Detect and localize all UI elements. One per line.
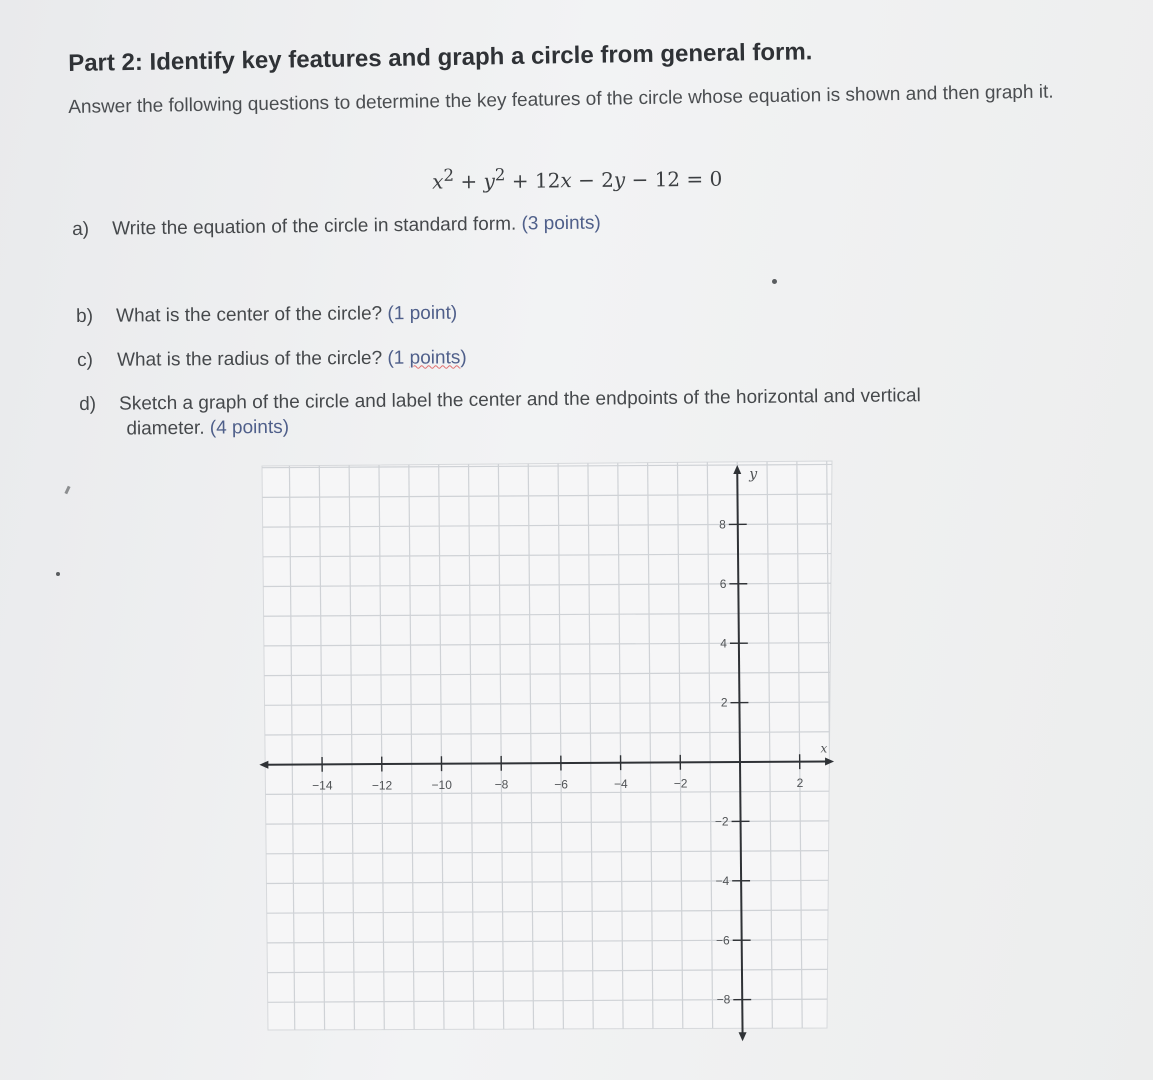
question-b-points: (1 point) xyxy=(387,302,458,325)
equation-y-var: y xyxy=(613,167,626,192)
x-axis-label: x xyxy=(820,741,828,756)
grid-background xyxy=(262,461,832,1030)
x-tick-label: −10 xyxy=(431,777,452,792)
y-tick-label: 8 xyxy=(719,517,726,532)
equation-y-term: y xyxy=(483,168,495,194)
equation-exponent-x: 2 xyxy=(443,165,455,185)
y-tick-label: −2 xyxy=(714,814,729,829)
x-tick-label: 2 xyxy=(796,775,804,790)
y-tick-label: −6 xyxy=(716,933,730,948)
question-c-points-close: ) xyxy=(460,347,467,369)
y-tick-label: 6 xyxy=(719,576,727,591)
equation-minus-2: − 2 xyxy=(571,167,614,193)
x-tick-label: −2 xyxy=(673,776,688,791)
equation-plus: + xyxy=(453,169,484,194)
grid-line-horizontal xyxy=(235,1058,862,1062)
y-axis-arrow-down xyxy=(739,1032,747,1041)
question-d-points: (4 points) xyxy=(209,416,290,439)
question-c-text: What is the radius of the circle? xyxy=(116,347,383,371)
x-tick-label: −12 xyxy=(371,778,393,793)
instructions-text: Answer the following questions to determine the key features of the circle whose equation is shown and then graph it. xyxy=(68,81,1054,118)
x-tick-label: −4 xyxy=(613,776,628,791)
question-d-label: d) xyxy=(79,393,97,415)
grid-line-horizontal xyxy=(229,435,856,439)
question-b-text: What is the center of the circle? xyxy=(115,303,383,327)
question-d-text: Sketch a graph of the circle and label the center and the endpoints of the horizontal and vertical xyxy=(119,385,921,415)
x-tick-label: −6 xyxy=(554,777,568,792)
question-c-points-word: points xyxy=(409,347,461,369)
question-a-label: a) xyxy=(72,218,90,240)
question-c-points-open: (1 xyxy=(387,347,410,369)
question-c-label: c) xyxy=(77,349,93,371)
y-tick-label: 4 xyxy=(720,636,727,651)
y-tick-label: −4 xyxy=(715,873,730,888)
page-title: Part 2: Identify key features and graph a circle from general form. xyxy=(68,38,813,77)
grid-line-vertical xyxy=(856,435,862,1059)
question-a-points: (3 points) xyxy=(521,212,601,235)
x-axis-arrow-left xyxy=(259,761,268,769)
equation-end: − 12 = 0 xyxy=(625,166,723,192)
question-b-label: b) xyxy=(76,305,94,327)
equation-x-term: x xyxy=(432,169,444,194)
y-axis-label: y xyxy=(749,466,758,483)
question-a-text: Write the equation of the circle in standard form. xyxy=(111,213,517,240)
y-tick-label: 2 xyxy=(720,695,728,710)
x-tick-label: −8 xyxy=(494,777,509,792)
question-d-text-cont: diameter. xyxy=(126,417,205,440)
equation-x-var: x xyxy=(560,168,572,193)
equation-plus-12: + 12 xyxy=(505,168,561,193)
x-tick-label: −14 xyxy=(312,778,333,793)
equation-exponent-y: 2 xyxy=(494,165,506,185)
y-tick-label: −8 xyxy=(716,992,731,1007)
